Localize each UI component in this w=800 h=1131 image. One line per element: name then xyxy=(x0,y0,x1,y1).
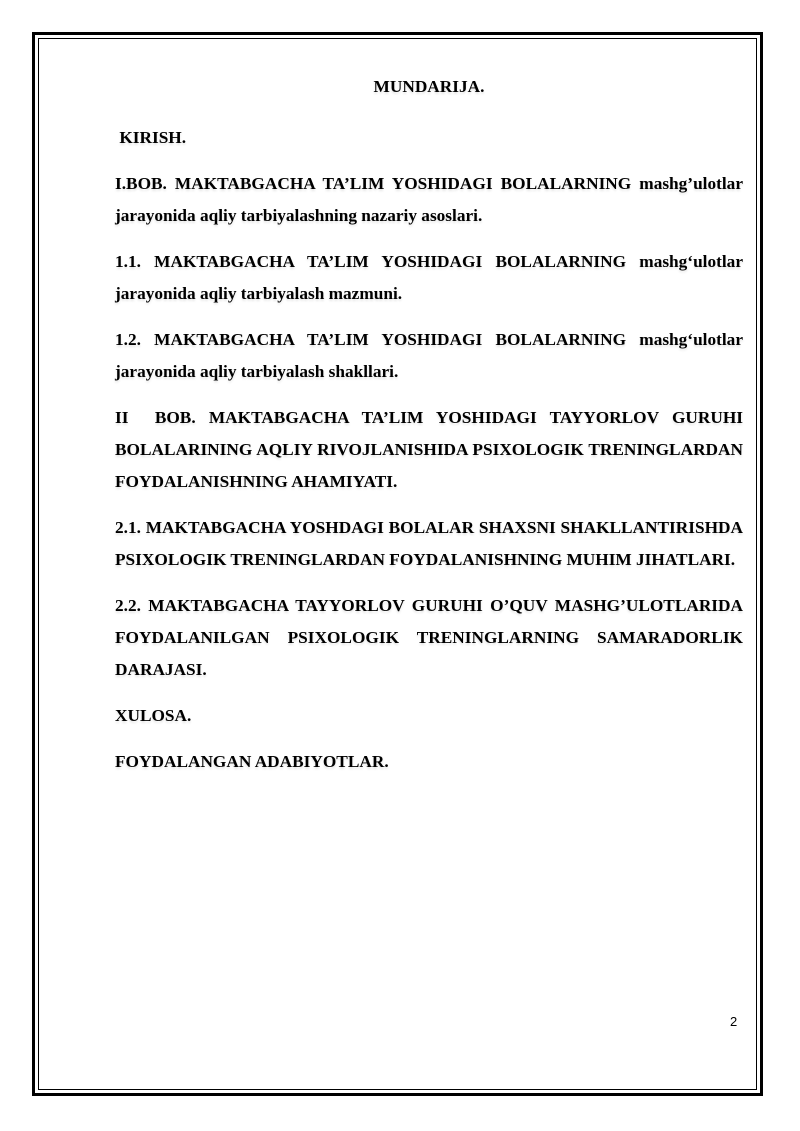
toc-title: MUNDARIJA. xyxy=(373,77,485,96)
toc-entry-bob-2: II BOB. MAKTABGACHA TA’LIM YOSHIDAGI TAYYORLOV GURUHI BOLALARINING AQLIY RIVOJLANISHIDA PSIXOLOGIK TRENINGLARDAN FOYDALANISHNING AHAMIYATI. xyxy=(115,408,748,491)
toc-entry-adabiyotlar: FOYDALANGAN ADABIYOTLAR. xyxy=(115,752,389,771)
toc-entry-kirish: KIRISH. xyxy=(115,128,187,147)
toc-entry-section-2-2: 2.2. MAKTABGACHA TAYYORLOV GURUHI O’QUV MASHG’ULOTLARIDA FOYDALANILGAN PSIXOLOGIK TRENINGLARNING SAMARADORLIK DARAJASI. xyxy=(115,596,743,679)
toc-entry-section-1-2: 1.2. MAKTABGACHA TA’LIM YOSHIDAGI BOLALARNING mashg‘ulotlar jarayonida aqliy tarbiyalash shakllari. xyxy=(115,330,743,381)
toc-entry-section-1-1: 1.1. MAKTABGACHA TA’LIM YOSHIDAGI BOLALARNING mashg‘ulotlar jarayonida aqliy tarbiyalash mazmuni. xyxy=(115,252,743,303)
toc-entry-section-2-1: 2.1. MAKTABGACHA YOSHDAGI BOLALAR SHAXSNI SHAKLLANTIRISHDA PSIXOLOGIK TRENINGLARDAN FOYDALANISHNING MUHIM JIHATLARI. xyxy=(115,518,743,569)
toc-entry-bob-1: I.BOB. MAKTABGACHA TA’LIM YOSHIDAGI BOLALARNING mashg’ulotlar jarayonida aqliy tarbiyalashning nazariy asoslari. xyxy=(115,174,743,225)
page-number: 2 xyxy=(730,1014,738,1029)
toc-entry-xulosa: XULOSA. xyxy=(115,706,192,725)
table-of-contents xyxy=(115,76,748,778)
